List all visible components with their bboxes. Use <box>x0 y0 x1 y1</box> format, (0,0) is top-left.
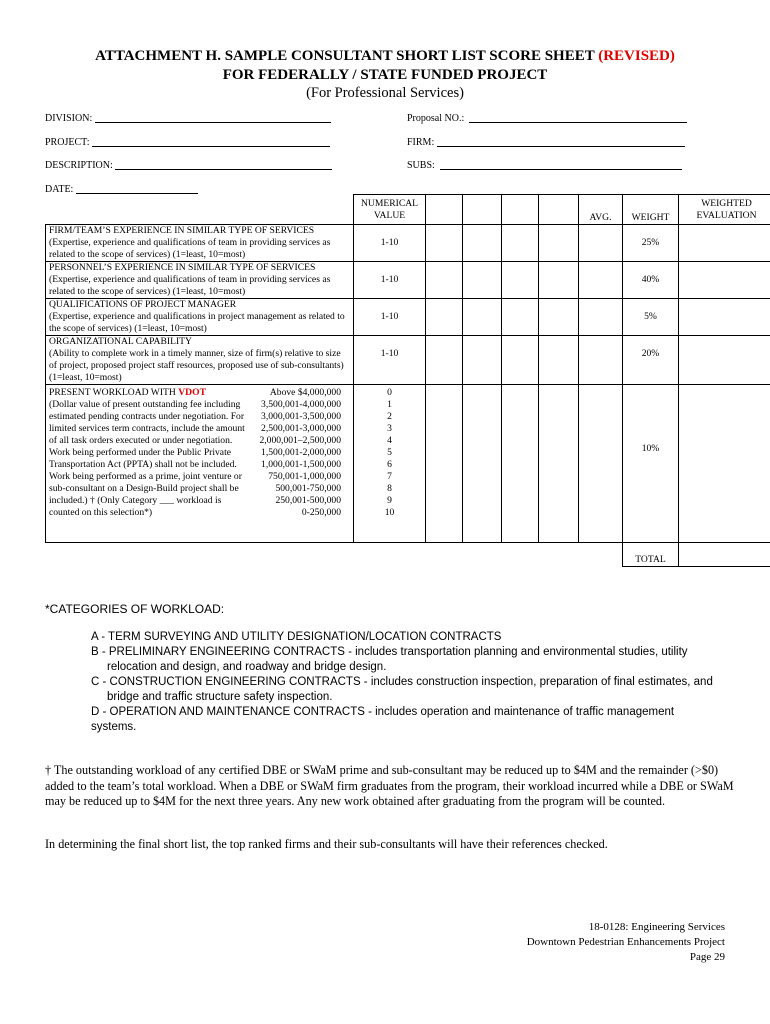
score-cell[interactable] <box>539 262 579 299</box>
score-cell[interactable] <box>463 262 502 299</box>
score-cell[interactable] <box>539 336 579 385</box>
proposal-no-field[interactable] <box>469 122 687 123</box>
score-cell[interactable] <box>502 336 539 385</box>
score-cell[interactable] <box>426 385 463 543</box>
weight-cell: 25% <box>623 225 679 262</box>
total-row <box>46 543 770 567</box>
division-label: DIVISION: <box>45 113 93 124</box>
avg-cell[interactable] <box>579 262 623 299</box>
project-field[interactable] <box>92 146 330 147</box>
weight-cell: 5% <box>623 299 679 336</box>
weighted-cell[interactable] <box>679 225 770 262</box>
workload-criterion-cell <box>46 385 354 543</box>
table-row <box>46 336 770 385</box>
avg-cell[interactable] <box>579 385 623 543</box>
evaluator-column-header <box>463 195 502 225</box>
vdot-label: VDOT <box>178 387 206 398</box>
score-cell[interactable] <box>463 299 502 336</box>
document-services-note: (For Professional Services) <box>306 85 464 101</box>
blank-cell <box>245 195 354 225</box>
evaluator-column-header <box>426 195 463 225</box>
subs-field[interactable] <box>440 169 682 170</box>
firm-field[interactable] <box>437 146 685 147</box>
criterion-cell: ORGANIZATIONAL CAPABILITY (Ability to complete work in a timely manner, size of firm(s) relative to size of project, proposed project staff resources, proposed use of sub-consultants) (1=least, 10=most) <box>46 336 354 385</box>
score-cell[interactable] <box>426 225 463 262</box>
weighted-cell[interactable] <box>679 262 770 299</box>
weight-cell: 10% <box>623 385 679 543</box>
weighted-cell[interactable] <box>679 336 770 385</box>
weight-cell: 20% <box>623 336 679 385</box>
revised-tag: (REVISED) <box>598 48 675 64</box>
score-cell[interactable] <box>539 225 579 262</box>
score-cell[interactable] <box>502 385 539 543</box>
category-a: A - TERM SURVEYING AND UTILITY DESIGNATION/LOCATION CONTRACTS <box>91 631 502 643</box>
table-row <box>46 225 770 262</box>
avg-header: AVG. <box>579 195 623 225</box>
avg-cell[interactable] <box>579 225 623 262</box>
value-range-cell: 1-10 <box>354 225 426 262</box>
avg-cell[interactable] <box>579 336 623 385</box>
weighted-cell[interactable] <box>679 385 770 543</box>
evaluator-column-header <box>539 195 579 225</box>
score-cell[interactable] <box>502 262 539 299</box>
score-cell[interactable] <box>539 385 579 543</box>
score-cell[interactable] <box>502 299 539 336</box>
criterion-cell: PERSONNEL’S EXPERIENCE IN SIMILAR TYPE OF SERVICES (Expertise, experience and qualifications of team in providing services as related to the scope of services) (1=least, 10=most) <box>46 262 354 299</box>
category-c-continued: bridge and traffic structure safety inspection. <box>107 691 333 703</box>
category-c: C - CONSTRUCTION ENGINEERING CONTRACTS - includes construction inspection, preparation of final estimates, and <box>91 676 713 688</box>
workload-description <box>49 387 246 519</box>
workload-values: 0 1 2 3 4 5 6 7 8 9 10 <box>354 385 426 543</box>
workload-text: (Dollar value of present outstanding fee including estimated pending contracts under negotiation. For limited services term contracts, include the amount of all task orders executed or under negotiation. Work being performed under the Public Private Transportation Act (PPTA) shall not be included. Work being performed as a prime, joint venture or sub-consultant on a Design-Build project shall be included.) † (Only Category ___ workload is counted on this selection*) <box>49 399 245 518</box>
table-row <box>46 262 770 299</box>
weighted-cell[interactable] <box>679 299 770 336</box>
categories-heading: *CATEGORIES OF WORKLOAD: <box>45 602 225 616</box>
description-label: DESCRIPTION: <box>45 160 113 171</box>
weight-cell: 40% <box>623 262 679 299</box>
score-cell[interactable] <box>426 336 463 385</box>
score-cell[interactable] <box>539 299 579 336</box>
footer-rfp-number: 18-0128: Engineering Services <box>588 921 725 933</box>
page-number: Page 29 <box>689 951 725 963</box>
score-cell[interactable] <box>463 336 502 385</box>
score-cell[interactable] <box>463 225 502 262</box>
subs-label: SUBS: <box>407 160 435 171</box>
title-line1: ATTACHMENT H. SAMPLE CONSULTANT SHORT LIST SCORE SHEET <box>95 48 599 64</box>
table-row <box>46 299 770 336</box>
document-title <box>0 48 770 65</box>
workload-ranges: Above $4,000,000 3,500,001-4,000,000 3,000,001-3,500,000 2,500,001-3,000,000 2,000,001–2,500,000 1,500,001-2,000,000 1,000,001-1,500,000 750,001-1,000,000 500,001-750,000 250,001-500,000 0-250,000 <box>259 387 341 518</box>
table-row-workload <box>46 385 770 543</box>
document-subtitle: FOR FEDERALLY / STATE FUNDED PROJECT <box>222 67 548 83</box>
weighted-evaluation-header: WEIGHTED EVALUATION <box>679 195 770 225</box>
total-cell[interactable] <box>679 543 770 567</box>
firm-label: FIRM: <box>407 137 435 148</box>
blank-cell <box>46 195 245 225</box>
dagger-note: † The outstanding workload of any certified DBE or SWaM prime and sub-consultant may be reduced up to $4M and the remainder (>$0) added to the team’s total workload. When a DBE or SWaM firm graduates from the program, their workload incurred while a DBE or SWaM may be reduced up to $4M for the next three years. Any new work obtained after graduating from the program will be counted. <box>45 763 734 808</box>
page-footer <box>527 920 725 965</box>
criterion-cell: FIRM/TEAM’S EXPERIENCE IN SIMILAR TYPE OF SERVICES (Expertise, experience and qualifications of team in providing services as related to the scope of services) (1=least, 10=most) <box>46 225 354 262</box>
category-d: D - OPERATION AND MAINTENANCE CONTRACTS - includes operation and maintenance of traffic management <box>91 706 675 718</box>
description-field[interactable] <box>115 169 332 170</box>
footer-project-name: Downtown Pedestrian Enhancements Project <box>526 936 725 948</box>
proposal-no-label: Proposal NO.: <box>407 113 465 124</box>
workload-content <box>49 387 350 519</box>
numerical-value-header: NUMERICAL VALUE <box>354 195 426 225</box>
project-label: PROJECT: <box>45 137 90 148</box>
table-header-row <box>46 195 770 225</box>
value-range-cell: 1-10 <box>354 262 426 299</box>
categories-list <box>91 630 731 735</box>
avg-cell[interactable] <box>579 299 623 336</box>
category-d-continued: systems. <box>91 721 137 733</box>
short-list-note: In determining the final short list, the top ranked firms and their sub-consultants will have their references checked. <box>45 837 608 851</box>
workload-heading: PRESENT WORKLOAD WITH <box>49 387 179 398</box>
value-range-cell: 1-10 <box>354 299 426 336</box>
division-field[interactable] <box>95 122 331 123</box>
value-range-cell: 1-10 <box>354 336 426 385</box>
score-cell[interactable] <box>426 299 463 336</box>
evaluator-column-header <box>502 195 539 225</box>
total-label: TOTAL <box>623 543 679 567</box>
category-b-continued: relocation and design, and roadway and bridge design. <box>107 661 387 673</box>
date-label: DATE: <box>45 184 74 195</box>
weight-header: WEIGHT <box>623 195 679 225</box>
score-cell[interactable] <box>426 262 463 299</box>
score-table <box>45 194 770 567</box>
category-b: B - PRELIMINARY ENGINEERING CONTRACTS - includes transportation planning and environmental studies, utility <box>91 646 688 658</box>
score-cell[interactable] <box>463 385 502 543</box>
score-cell[interactable] <box>502 225 539 262</box>
criterion-cell: QUALIFICATIONS OF PROJECT MANAGER (Expertise, experience and qualifications in project management as related to the scope of services) (1=least, 10=most) <box>46 299 354 336</box>
